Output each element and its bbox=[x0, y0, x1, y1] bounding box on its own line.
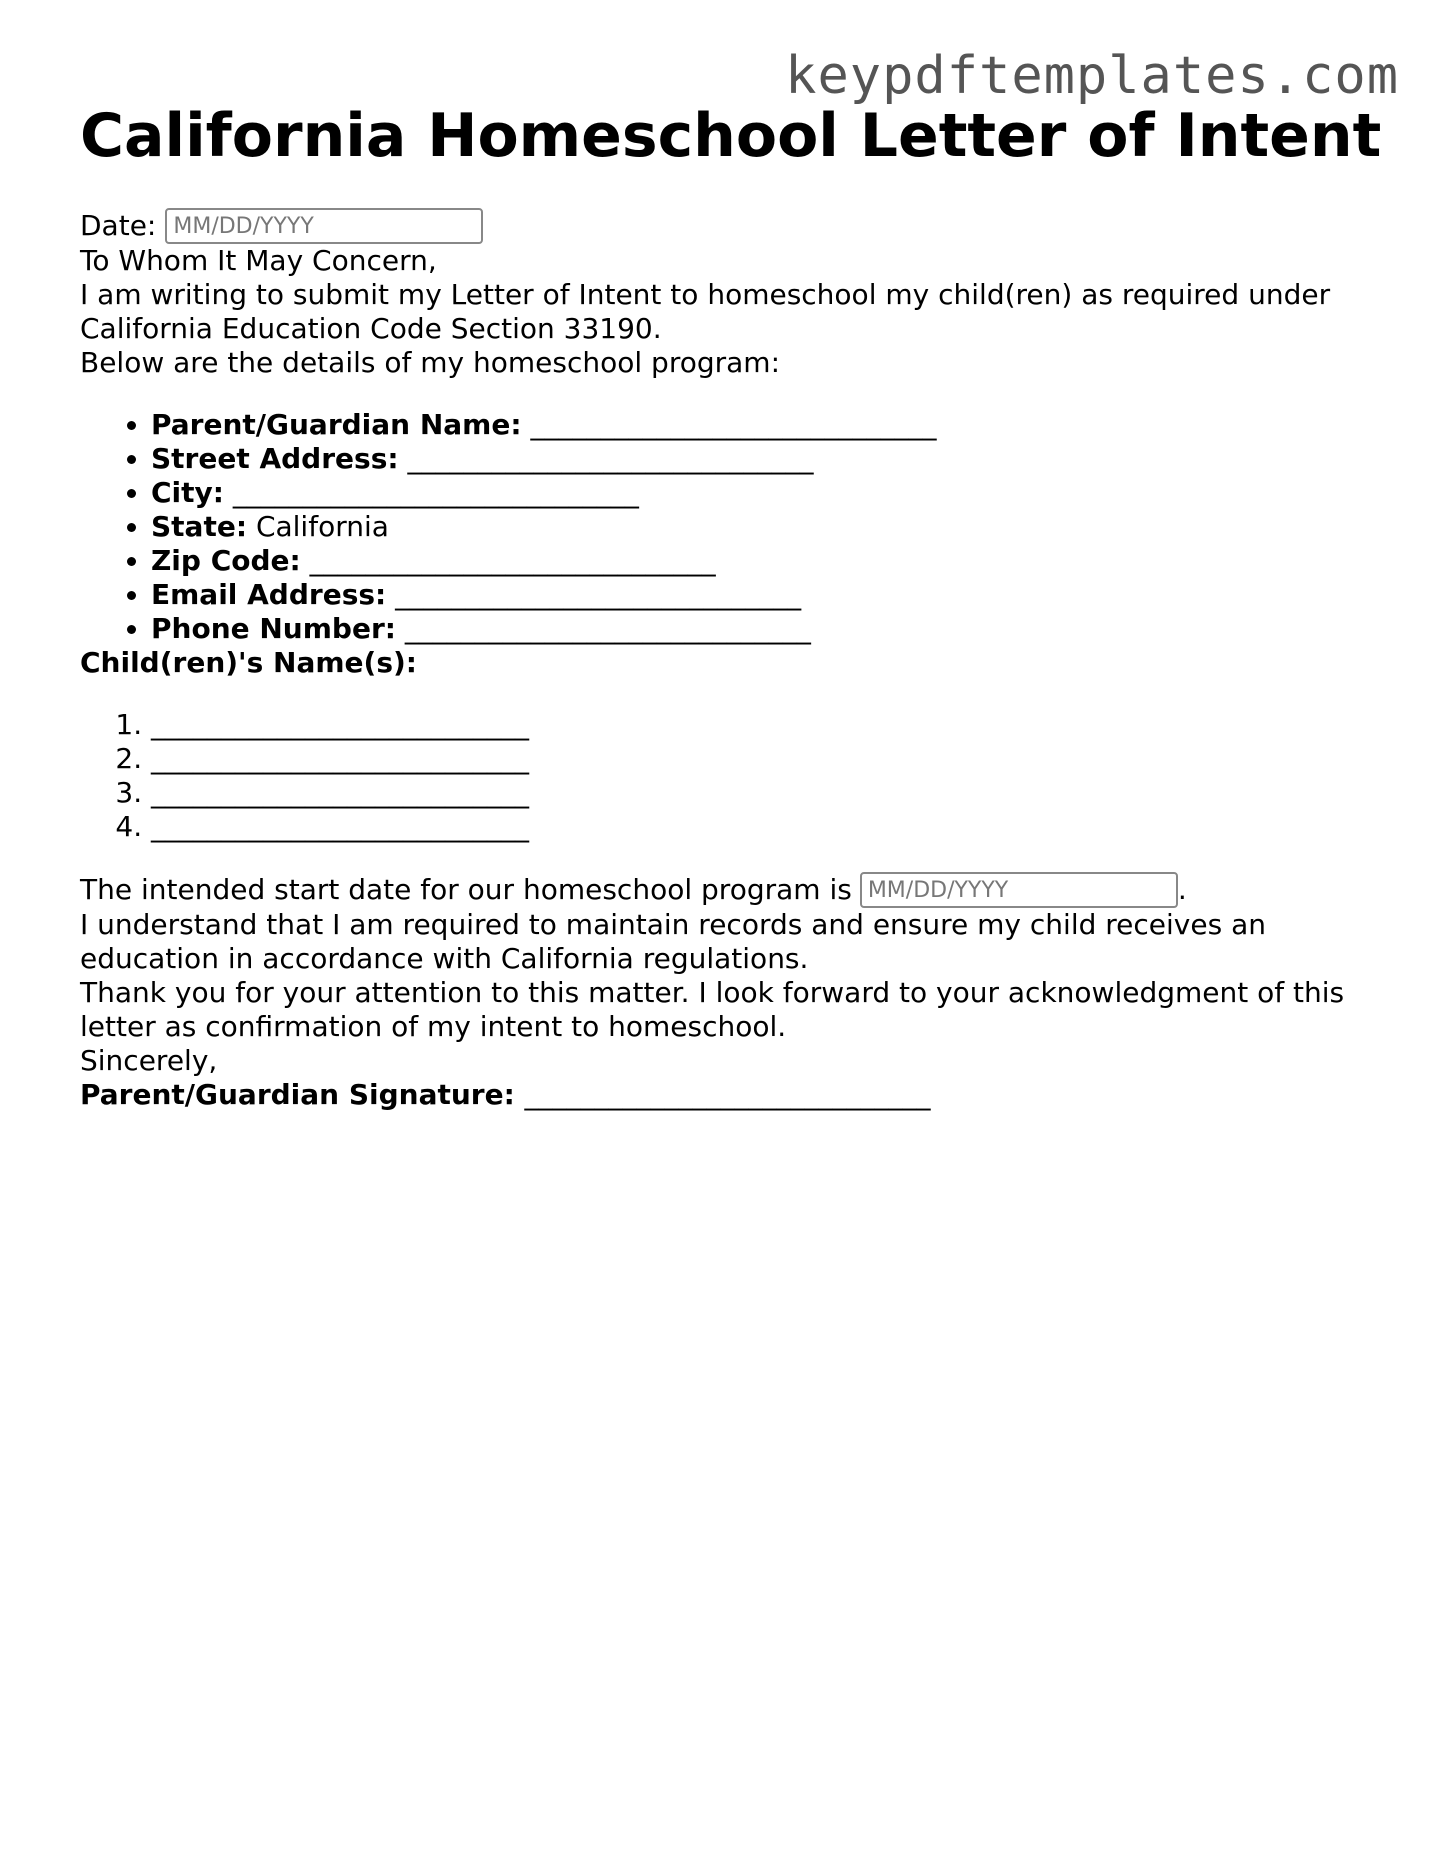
detail-label: Street Address: bbox=[151, 442, 399, 475]
start-date-period: . bbox=[1177, 873, 1187, 906]
date-field[interactable] bbox=[165, 208, 483, 244]
thanks-paragraph: Thank you for your attention to this matter. I look forward to your acknowledgment of this letter as confirmation of my intent to homeschool. bbox=[80, 976, 1345, 1043]
child-name-line: 3. ___________________________ bbox=[151, 776, 1380, 810]
detail-email-address bbox=[151, 578, 1380, 612]
detail-value: _____________________________ bbox=[407, 442, 814, 475]
detail-label: Phone Number: bbox=[151, 612, 396, 645]
details-intro: Below are the details of my homeschool program: bbox=[80, 346, 780, 379]
detail-label: Parent/Guardian Name: bbox=[151, 408, 522, 441]
detail-value: _____________________________ bbox=[232, 476, 639, 509]
understand-paragraph: I understand that I am required to maintain records and ensure my child receives an education in accordance with California regulations. bbox=[80, 908, 1266, 975]
detail-state bbox=[151, 510, 1380, 544]
signature-line bbox=[80, 1078, 1380, 1112]
details-list bbox=[80, 408, 1380, 646]
detail-label: Zip Code: bbox=[151, 544, 301, 577]
detail-phone-number bbox=[151, 612, 1380, 646]
detail-city bbox=[151, 476, 1380, 510]
detail-value: _____________________________ bbox=[530, 408, 937, 441]
start-date-text: The intended start date for our homeschool program is bbox=[80, 873, 852, 906]
children-list bbox=[80, 708, 1380, 844]
child-name-line: 4. ___________________________ bbox=[151, 810, 1380, 844]
date-row bbox=[80, 208, 1380, 244]
detail-value: _____________________________ bbox=[395, 578, 802, 611]
letter-page bbox=[80, 100, 1380, 1112]
watermark: keypdftemplates.com bbox=[785, 46, 1399, 106]
intro-paragraph: I am writing to submit my Letter of Intent to homeschool my child(ren) as required under California Education Code Section 33190. bbox=[80, 278, 1331, 345]
signature-label: Parent/Guardian Signature: bbox=[80, 1078, 515, 1111]
child-name-line: 2. ___________________________ bbox=[151, 742, 1380, 776]
detail-label: City: bbox=[151, 476, 224, 509]
detail-label: Email Address: bbox=[151, 578, 387, 611]
detail-parent-name bbox=[151, 408, 1380, 442]
start-date-row bbox=[80, 872, 1380, 908]
start-date-field[interactable] bbox=[860, 872, 1178, 908]
detail-value: _____________________________ bbox=[404, 612, 811, 645]
detail-zip-code bbox=[151, 544, 1380, 578]
date-label: Date: bbox=[80, 209, 157, 242]
page-title: California Homeschool Letter of Intent bbox=[80, 101, 1382, 171]
detail-label: State: bbox=[151, 510, 248, 543]
child-name-line: 1. ___________________________ bbox=[151, 708, 1380, 742]
closing: Sincerely, bbox=[80, 1044, 218, 1077]
detail-street-address bbox=[151, 442, 1380, 476]
detail-value: _____________________________ bbox=[309, 544, 716, 577]
signature-blank: _____________________________ bbox=[524, 1078, 931, 1111]
detail-value: California bbox=[255, 510, 389, 543]
children-title: Child(ren)'s Name(s): bbox=[80, 646, 417, 679]
greeting: To Whom It May Concern, bbox=[80, 244, 437, 277]
